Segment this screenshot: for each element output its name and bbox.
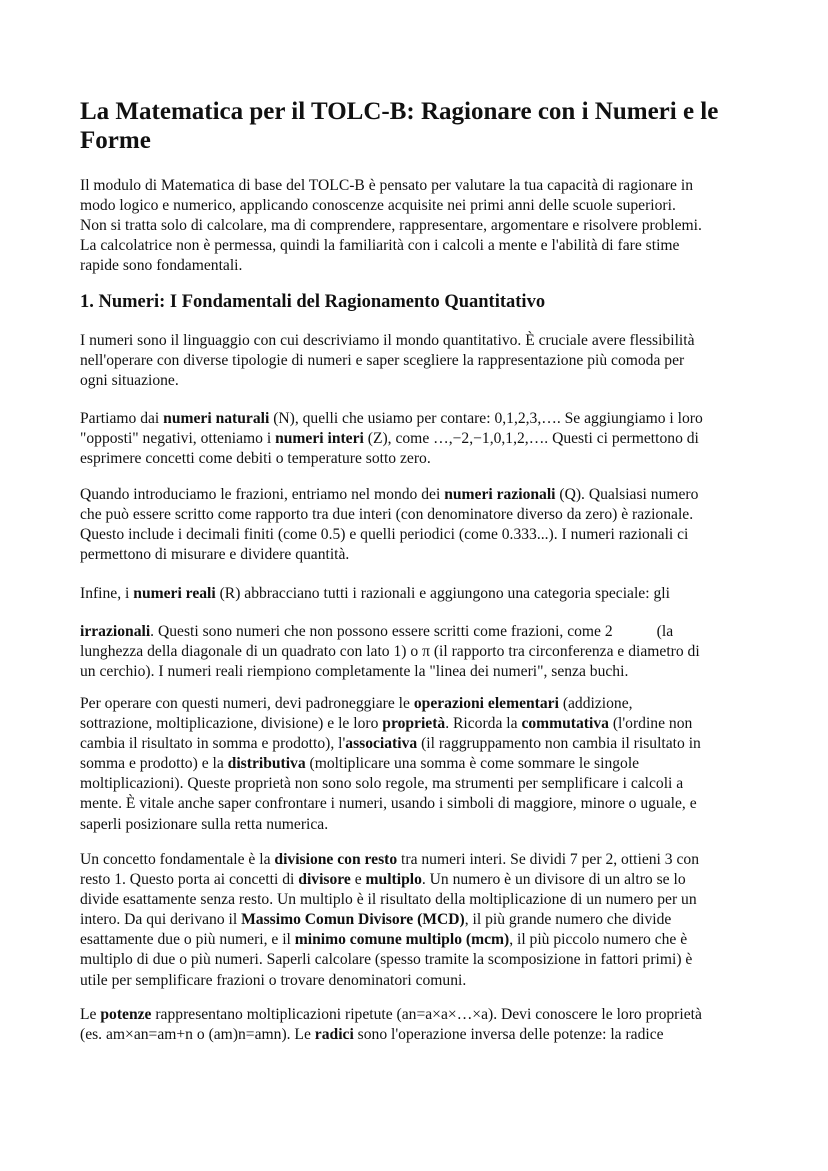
text-line: multiplo di due o più numeri. Saperli calcolare (spesso tramite la scomposizione in fattori primi) è [80,951,693,969]
section-heading: 1. Numeri: I Fondamentali del Ragionamento Quantitativo [80,292,546,312]
text: esattamente due o più numeri, e il [80,931,295,949]
text: resto 1. Questo porta ai concetti di [80,871,299,889]
text: rappresentano moltiplicazioni ripetute (an=a×a×…×a). Devi conoscere le loro proprietà [151,1006,702,1023]
text: (moltiplicare una somma è come sommare le singole [305,755,640,773]
bold-term: potenze [100,1006,152,1023]
title-line-2: Forme [80,127,151,154]
text: (il raggruppamento non cambia il risultato in [417,735,701,753]
text-line: ogni situazione. [80,372,179,390]
text-line: moltiplicazioni). Queste proprietà non sono solo regole, ma strumenti per semplificare i calcoli a [80,775,684,793]
text: Quando introduciamo le frazioni, entriamo nel mondo dei [80,486,445,503]
bold-term: divisione con resto [274,851,398,868]
text: somma e prodotto) e la [80,755,228,773]
text: . Questi sono numeri che non possono essere scritti come frazioni, come 2 [150,623,613,640]
text-line: rapide sono fondamentali. [80,257,243,275]
text: tra numeri interi. Se dividi 7 per 2, ottieni 3 con [397,851,699,868]
intro-paragraph [80,176,702,276]
text-line: utile per semplificare frazioni o trovare denominatori comuni. [80,971,467,989]
bold-term: numeri interi [275,430,364,448]
bold-term: numeri reali [133,585,216,602]
bold-term: radici [314,1026,354,1044]
text: , il più grande numero che divide [464,911,672,929]
text-line: La calcolatrice non è permessa, quindi la familiarità con i calcoli a mente e l'abilità di fare stime [80,237,680,255]
text: sottrazione, moltiplicazione, divisione) e le loro [80,715,383,733]
text-line: lunghezza della diagonale di un quadrato con lato 1) o π (il rapporto tra circonferenza e diametro di [80,643,700,661]
bold-term: operazioni elementari [413,695,559,712]
text: (R) abbracciano tutti i razionali e aggiungono una categoria speciale: gli [215,585,670,602]
text-line: esprimere concetti come debiti o temperature sotto zero. [80,450,431,468]
bold-term: minimo comune multiplo (mcm) [294,931,510,949]
text: sono l'operazione inversa delle potenze: la radice [353,1026,664,1044]
text: , il più piccolo numero che è [509,931,688,949]
text-line: modo logico e numerico, applicando conoscenze acquisite nei primi anni delle scuole superiori. [80,197,676,215]
text-line: Non si tratta solo di calcolare, ma di comprendere, rappresentare, argomentare e risolvere problemi. [80,217,702,235]
bold-term: divisore [298,871,351,889]
text: Partiamo dai [80,410,164,427]
text-line: I numeri sono il linguaggio con cui descriviamo il mondo quantitativo. È cruciale avere flessibilità [80,332,695,349]
text-line: Il modulo di Matematica di base del TOLC-B è pensato per valutare la tua capacità di ragionare in [80,177,693,194]
text: (addizione, [558,695,633,712]
bold-term: Massimo Comun Divisore (MCD) [241,911,465,929]
text-line: un cerchio). I numeri reali riempiono completamente la "linea dei numeri", senza buchi. [80,663,629,681]
paragraph-rationals [80,485,698,565]
paragraph-irrationals [80,622,700,682]
text: e [350,871,366,889]
text: (Q). Qualsiasi numero [555,486,699,503]
text-line: che può essere scritto come rapporto tra due interi (con denominatore diverso da zero) è razionale. [80,506,694,524]
bold-term: numeri naturali [163,410,270,427]
text: (l'ordine non [608,715,693,733]
text: Un concetto fondamentale è la [80,851,275,868]
text: Infine, i [80,585,134,602]
bold-term: distributiva [227,755,306,773]
paragraph-powers [80,1005,702,1045]
text: intero. Da qui derivano il [80,911,242,929]
document-title [80,97,718,155]
bold-term: commutativa [521,715,609,733]
text: . Ricorda la [445,715,522,733]
text: (es. am×an=am+n o (am)n=amn). Le [80,1026,315,1044]
text: Per operare con questi numeri, devi padroneggiare le [80,695,414,712]
title-line-1: La Matematica per il TOLC-B: Ragionare con i Numeri e le [80,98,719,125]
text-line: permettono di misurare e dividere quantità. [80,546,350,564]
paragraph-reals [80,584,670,604]
bold-term: numeri razionali [444,486,556,503]
paragraph-numbers-intro [80,331,695,391]
bold-term: multiplo [365,871,422,889]
text: (N), quelli che usiamo per contare: 0,1,2,3,…. Se aggiungiamo i loro [269,410,703,427]
bold-term: proprietà [382,715,446,733]
text-line: saperli posizionare sulla retta numerica. [80,815,329,833]
paragraph-operations [80,694,701,835]
text: . Un numero è un divisore di un altro se lo [421,871,686,889]
paragraph-natural-integers [80,409,703,469]
text: (la [656,623,674,640]
text: (Z), come …,−2,−1,0,1,2,…. Questi ci permettono di [363,430,699,448]
text-line: mente. È vitale anche saper confrontare i numeri, usando i simboli di maggiore, minore o uguale, e [80,795,697,813]
text-line: divide esattamente senza resto. Un multiplo è il risultato della moltiplicazione di un numero per un [80,891,697,909]
paragraph-division [80,850,699,991]
text-line: Questo include i decimali finiti (come 0.5) e quelli periodici (come 0.333...). I numeri razionali ci [80,526,689,544]
bold-term: irrazionali [80,623,151,640]
text: Le [80,1006,101,1023]
bold-term: associativa [345,735,418,753]
text: "opposti" negativi, otteniamo i [80,430,276,448]
text: cambia il risultato in somma e prodotto), l' [80,735,346,753]
text-line: nell'operare con diverse tipologie di numeri e saper scegliere la rappresentazione più comoda per [80,352,685,370]
